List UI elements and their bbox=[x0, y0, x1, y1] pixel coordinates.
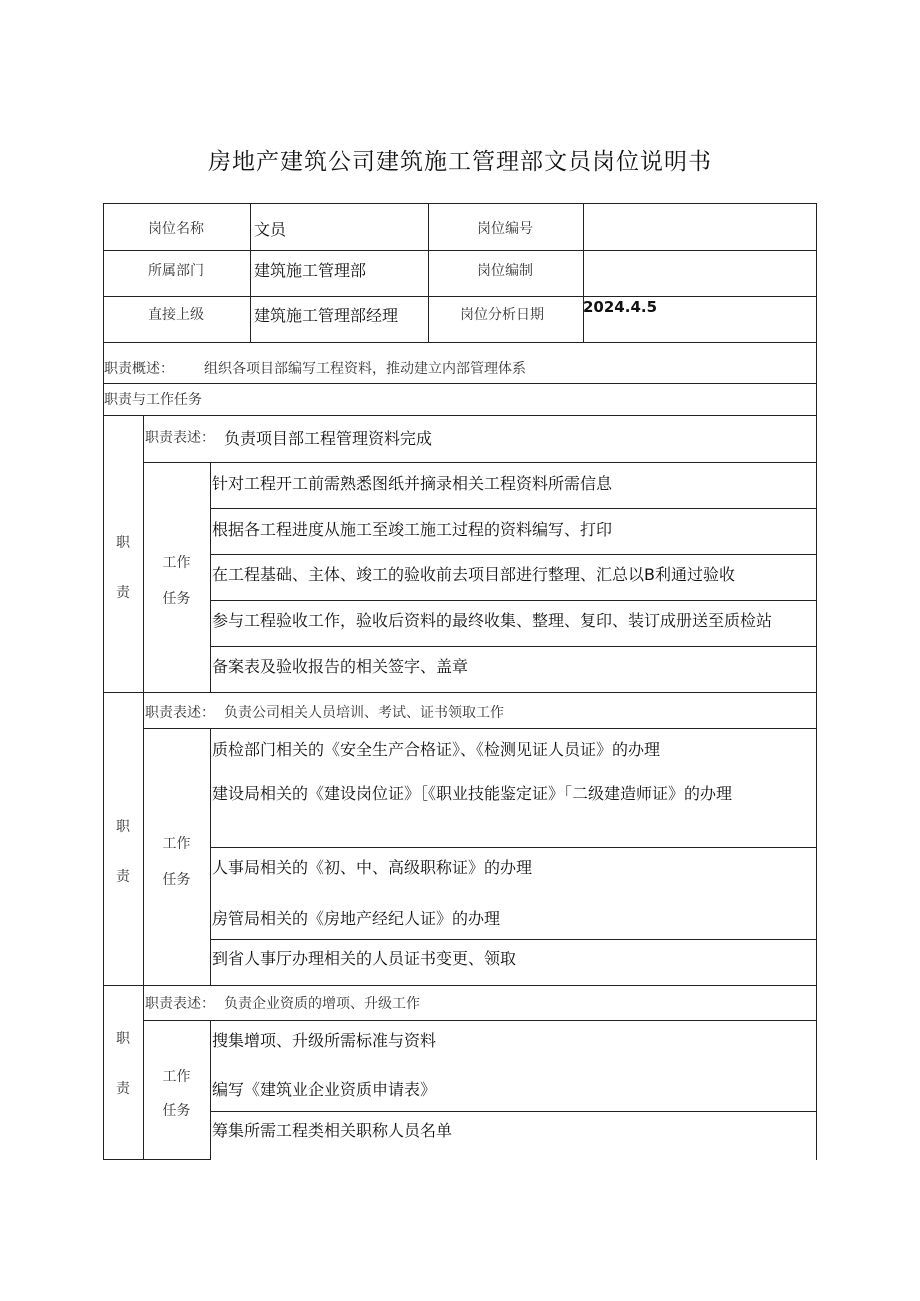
duty-desc-2: 负责公司相关人员培训、考试、证书领取工作 bbox=[224, 705, 504, 721]
position-no-label: 岗位编号 bbox=[477, 221, 533, 237]
headcount-label: 岗位编制 bbox=[477, 263, 533, 279]
supervisor-label: 直接上级 bbox=[148, 307, 204, 323]
department-label: 所属部门 bbox=[148, 263, 204, 279]
overview-text: 组织各项目部编写工程资料，推动建立内部管理体系 bbox=[204, 361, 526, 377]
duty-1-task-4: 参与工程验收工作，验收后资料的最终收集、整理、复印、装订成册送至质检站 bbox=[212, 611, 773, 630]
analysis-date-label: 岗位分析日期 bbox=[460, 307, 544, 323]
duty-3-task-2: 编写《建筑业企业资质申请表》 bbox=[212, 1080, 437, 1099]
duty-3-task-1: 搜集增项、升级所需标准与资料 bbox=[212, 1031, 437, 1050]
task-side-label-3: 工作 任务 bbox=[162, 1069, 191, 1119]
position-name-value: 文员 bbox=[254, 220, 287, 239]
duty-2-task-5: 到省人事厅办理相关的人员证书变更、领取 bbox=[212, 949, 517, 968]
duty-3-task-3: 筹集所需工程类相关职称人员名单 bbox=[212, 1121, 453, 1140]
task-side-label-2: 工作 任务 bbox=[162, 836, 191, 888]
task-side-label-1: 工作 任务 bbox=[162, 555, 191, 607]
duty-desc-3: 负责企业资质的增项、升级工作 bbox=[224, 996, 420, 1012]
duty-2-task-1: 质检部门相关的《安全生产合格证》、《检测见证人员证》的办理 bbox=[212, 740, 661, 759]
supervisor-value: 建筑施工管理部经理 bbox=[254, 306, 399, 325]
duty-1-task-2: 根据各工程进度从施工至竣工施工过程的资料编写、打印 bbox=[212, 520, 613, 539]
duty-side-label-2: 职 责 bbox=[116, 819, 130, 885]
duty-desc-label-2: 职责表述： bbox=[145, 705, 215, 721]
duty-desc-1: 负责项目部工程管理资料完成 bbox=[224, 429, 433, 448]
duties-heading: 职责与工作任务 bbox=[104, 392, 202, 408]
duty-2-task-4: 房管局相关的《房地产经纪人证》的办理 bbox=[212, 909, 501, 928]
page-title: 房地产建筑公司建筑施工管理部文员岗位说明书 bbox=[208, 149, 712, 175]
duty-2-task-2: 建设局相关的《建设岗位证》［《职业技能鉴定证》「二级建造师证》的办理 bbox=[212, 784, 733, 803]
duty-1-task-1: 针对工程开工前需熟悉图纸并摘录相关工程资料所需信息 bbox=[212, 474, 613, 493]
department-value: 建筑施工管理部 bbox=[254, 261, 367, 280]
analysis-date-value: 2024.4.5 bbox=[583, 298, 658, 316]
position-name-label: 岗位名称 bbox=[148, 221, 204, 237]
duty-side-label-1: 职 责 bbox=[116, 535, 130, 601]
duty-1-task-5: 备案表及验收报告的相关签字、盖章 bbox=[212, 657, 469, 676]
duty-side-label-3: 职 责 bbox=[116, 1031, 130, 1097]
overview-label: 职责概述： bbox=[104, 361, 174, 377]
duty-1-task-3: 在工程基础、主体、竣工的验收前去项目部进行整理、汇总以B利通过验收 bbox=[212, 565, 735, 584]
duty-desc-label-1: 职责表述： bbox=[145, 430, 215, 446]
duty-2-task-3: 人事局相关的《初、中、高级职称证》的办理 bbox=[212, 858, 533, 877]
duty-desc-label-3: 职责表述： bbox=[145, 996, 215, 1012]
